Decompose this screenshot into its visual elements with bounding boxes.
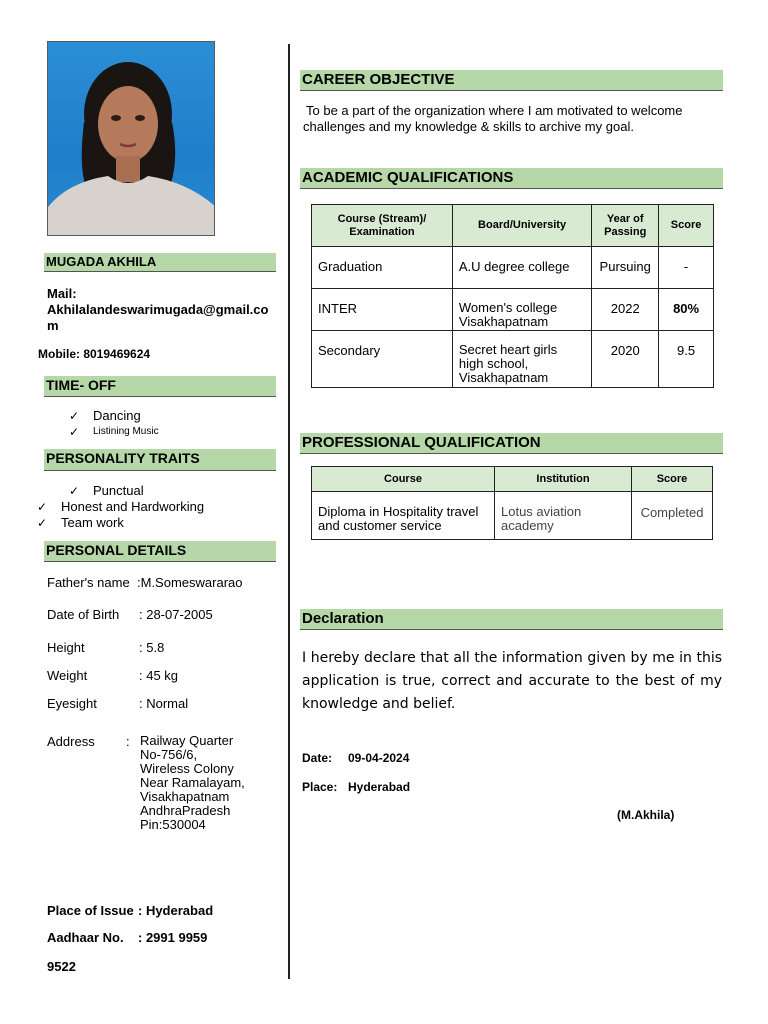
fathers-name-label: Father's name — [47, 575, 130, 590]
table-row — [312, 492, 713, 540]
table-row — [312, 331, 714, 388]
declaration-text: I hereby declare that all the information given by me in this application is true, correct and accurate to the best of my knowledge and belief. — [302, 650, 722, 712]
checkmark-icon: ✓ — [69, 409, 80, 423]
table-row — [312, 289, 714, 331]
column-header: Course (Stream)/ Examination — [312, 205, 453, 247]
table-cell: Completed — [632, 492, 713, 540]
address-line: Railway Quarter — [140, 733, 234, 748]
email-address[interactable]: Akhilalandeswarimugada@gmail.com — [47, 302, 269, 333]
name-heading: MUGADA AKHILA — [44, 253, 276, 272]
column-header: Institution — [495, 467, 632, 492]
address-line: Near Ramalayam, — [140, 775, 245, 790]
checkmark-icon: ✓ — [37, 516, 48, 530]
profile-photo — [47, 41, 215, 236]
table-cell: 2022 — [592, 289, 659, 331]
eyesight-value: : Normal — [139, 696, 189, 711]
personality-list-1 — [69, 483, 144, 499]
career-objective-heading: CAREER OBJECTIVE — [300, 70, 723, 91]
checkmark-icon: ✓ — [69, 425, 80, 439]
height-value: : 5.8 — [139, 640, 165, 655]
personality-list-2 — [37, 499, 204, 531]
checkmark-icon: ✓ — [37, 500, 48, 514]
fathers-name-value: :M.Someswararao — [137, 575, 243, 590]
table-cell: Women's college Visakhapatnam — [452, 289, 591, 331]
professional-heading: PROFESSIONAL QUALIFICATION — [300, 433, 723, 454]
list-item: ✓ Team work — [37, 515, 124, 530]
address-line: Wireless Colony — [140, 761, 234, 776]
address-line: Visakhapatnam — [140, 789, 230, 804]
address-colon: : — [126, 734, 130, 749]
column-header: Year of Passing — [592, 205, 659, 247]
signature-name: (M.Akhila) — [617, 808, 675, 822]
table-cell: 80% — [659, 289, 714, 331]
table-row — [312, 247, 714, 289]
table-cell: 9.5 — [659, 331, 714, 388]
place-of-issue-label: Place of Issue — [47, 903, 134, 918]
table-cell: Secondary — [312, 331, 453, 388]
time-off-list — [69, 408, 159, 440]
address-block — [140, 734, 245, 832]
dob-label: Date of Birth — [47, 607, 120, 622]
aadhaar-value-continued: 9522 — [47, 959, 76, 974]
table-cell: - — [659, 247, 714, 289]
table-cell: INTER — [312, 289, 453, 331]
person-portrait-icon — [48, 42, 215, 236]
height-label: Height — [47, 640, 85, 655]
table-cell: A.U degree college — [452, 247, 591, 289]
personal-details-heading: PERSONAL DETAILS — [44, 541, 276, 562]
address-line: Pin:530004 — [140, 817, 206, 832]
date-label: Date: — [302, 751, 333, 765]
address-label: Address — [47, 734, 95, 749]
checkmark-icon: ✓ — [69, 484, 80, 498]
address-line: AndhraPradesh — [140, 803, 231, 818]
column-header: Score — [659, 205, 714, 247]
eyesight-label: Eyesight — [47, 696, 97, 711]
column-header: Score — [632, 467, 713, 492]
mail-label: Mail: — [47, 286, 77, 301]
career-objective-text: To be a part of the organization where I am motivated to welcome challenges and my knowledge & skills to archive my goal. — [303, 103, 683, 134]
table-header-row — [312, 205, 714, 247]
aadhaar-label: Aadhaar No. — [47, 930, 124, 945]
list-item: ✓ Listining Music — [69, 425, 159, 439]
place-of-issue-value: : Hyderabad — [138, 903, 214, 918]
date-value: 09-04-2024 — [348, 751, 410, 765]
place-value: Hyderabad — [348, 780, 411, 794]
weight-label: Weight — [47, 668, 88, 683]
academic-heading: ACADEMIC QUALIFICATIONS — [300, 168, 723, 189]
declaration-heading: Declaration — [300, 609, 723, 630]
weight-value: : 45 kg — [139, 668, 179, 683]
table-cell: Graduation — [312, 247, 453, 289]
academic-table — [311, 204, 714, 388]
table-cell: Pursuing — [592, 247, 659, 289]
table-cell: Lotus aviation academy — [495, 492, 632, 540]
table-cell: Secret heart girls high school, Visakhapatnam — [452, 331, 591, 388]
address-line: No-756/6, — [140, 747, 198, 762]
time-off-heading: TIME- OFF — [44, 376, 276, 397]
column-header: Board/University — [452, 205, 591, 247]
list-item: ✓ Honest and Hardworking — [37, 499, 205, 514]
professional-table — [311, 466, 713, 540]
table-cell: 2020 — [592, 331, 659, 388]
place-label: Place: — [302, 780, 338, 794]
personality-heading: PERSONALITY TRAITS — [44, 449, 276, 471]
table-header-row — [312, 467, 713, 492]
dob-value: : 28-07-2005 — [139, 607, 213, 622]
mobile-number: Mobile: 8019469624 — [38, 347, 151, 361]
table-cell: Diploma in Hospitality travel and customer service — [312, 492, 495, 540]
list-item: ✓ Dancing — [69, 408, 141, 423]
column-divider — [288, 44, 290, 979]
column-header: Course — [312, 467, 495, 492]
aadhaar-value: : 2991 9959 — [138, 930, 208, 945]
list-item: ✓ Punctual — [69, 483, 144, 498]
